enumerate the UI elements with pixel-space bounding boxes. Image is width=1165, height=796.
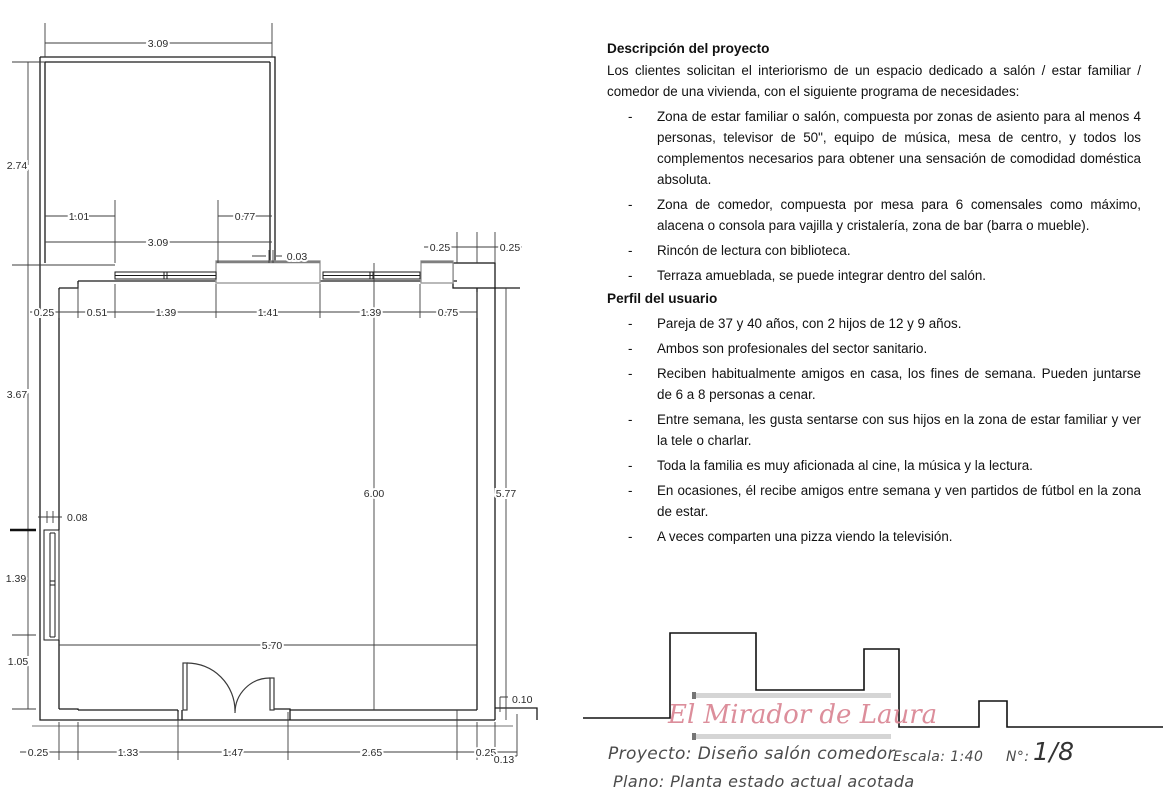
dim-bot-133: 1.33 [117, 747, 139, 759]
list-item-text: En ocasiones, él recibe amigos entre semana y ven partidos de fútbol en la zona de estar. [657, 483, 1141, 519]
bullet-dash: - [628, 316, 633, 331]
dim-bot-010: 0.10 [512, 694, 533, 706]
bullet-dash: - [628, 243, 633, 258]
profile-title: Perfil del usuario [607, 291, 718, 306]
list-item [607, 106, 1141, 190]
list-item [607, 194, 1141, 236]
bullet-dash: - [628, 341, 633, 356]
project-description [607, 38, 1141, 549]
dim-win-b: 1.39 [360, 307, 382, 319]
dim-room-w: 5.70 [261, 640, 283, 652]
description-title: Descripción del proyecto [607, 41, 770, 56]
window-top-left [115, 272, 216, 279]
dim-win-a: 1.39 [155, 307, 177, 319]
walls [40, 57, 537, 720]
list-item-text: Zona de comedor, compuesta por mesa para 6 comensales como máximo, alacena o consola para vajilla y cristalería, zona de bar (barra o mueble). [657, 197, 1141, 233]
dim-terrace-width-top: 3.09 [147, 38, 169, 50]
studio-logo: El Mirador de Laura [668, 700, 938, 730]
dim-room-h-mid: 6.00 [363, 488, 385, 500]
list-item-text: Rincón de lectura con biblioteca. [657, 243, 851, 258]
scale-label: Escala: 1:40 [893, 749, 984, 765]
window-left-wall [44, 530, 59, 640]
bullet-dash: - [628, 197, 633, 212]
project-label: Proyecto: Diseño salón comedor [608, 744, 895, 764]
dim-seg-051: 0.51 [86, 307, 108, 319]
dim-top-gap: 0.03 [286, 251, 308, 263]
list-item [607, 338, 1141, 359]
list-item [607, 363, 1141, 405]
list-item [607, 409, 1141, 451]
list-item [607, 240, 1141, 261]
dim-terrace-width-inner: 3.09 [147, 237, 169, 249]
description-intro: Los clientes solicitan el interiorismo de un espacio dedicado a salón / estar familiar / comedor de una vivienda, con el siguiente programa de necesidades: [607, 63, 1141, 99]
dim-bot-thk-right: 0.25 [475, 747, 497, 759]
dim-room-h-right: 5.77 [495, 488, 517, 500]
dim-terrace-seg-right: 0.77 [234, 211, 256, 223]
dim-bot-013: 0.13 [493, 754, 515, 766]
list-item-text: Zona de estar familiar o salón, compuesta por zonas de asiento para al menos 4 personas, televisor de 50", equipo de música, mesa de centro, y todos los complementos necesarios para obtener una sensación de comodidad doméstica absoluta. [657, 109, 1141, 187]
bullet-dash: - [628, 529, 633, 544]
list-item [607, 313, 1141, 334]
list-item [607, 480, 1141, 522]
list-item-text: A veces comparten una pizza viendo la televisión. [657, 529, 953, 544]
list-item [607, 455, 1141, 476]
dim-seg-075: 0.75 [437, 307, 459, 319]
list-item-text: Ambos son profesionales del sector sanitario. [657, 341, 928, 356]
dim-door-w: 1.47 [222, 747, 244, 759]
dim-terrace-height: 2.74 [6, 160, 28, 172]
dim-seg-141: 1.41 [257, 307, 279, 319]
list-item-text: Reciben habitualmente amigos en casa, los fines de semana. Pueden juntarse de 6 a 8 personas a cenar. [657, 366, 1141, 402]
profile-list [607, 313, 1141, 547]
dim-bot-265: 2.65 [361, 747, 383, 759]
bullet-dash: - [628, 109, 633, 124]
plan-label: Plano: Planta estado actual acotada [613, 772, 915, 791]
list-item-text: Terraza amueblada, se puede integrar dentro del salón. [657, 268, 987, 283]
bullet-dash: - [628, 458, 633, 473]
double-door [183, 663, 274, 713]
bullet-dash: - [628, 268, 633, 283]
list-item [607, 526, 1141, 547]
needs-list [607, 106, 1141, 286]
list-item-text: Pareja de 37 y 40 años, con 2 hijos de 12 y 9 años. [657, 316, 962, 331]
window-top-right [323, 272, 420, 279]
sheet-number-value: 1/8 [1033, 737, 1075, 766]
list-item [607, 265, 1141, 286]
dimension-labels [6, 38, 533, 766]
bullet-dash: - [628, 412, 633, 427]
dim-win-left-thk: 0.08 [67, 512, 88, 524]
dim-terrace-seg-left: 1.01 [68, 211, 90, 223]
dim-win-left-h: 1.39 [5, 573, 27, 585]
dim-wall-thk: 0.25 [33, 307, 55, 319]
dim-bot-thk-left: 0.25 [27, 747, 49, 759]
dim-left-upper: 3.67 [6, 389, 28, 401]
list-item-text: Toda la familia es muy aficionada al cine, la música y la lectura. [657, 458, 1033, 473]
dim-pillar-left: 0.25 [429, 242, 451, 254]
list-item-text: Entre semana, les gusta sentarse con sus hijos en la zona de estar familiar y ver la tele o charlar. [657, 412, 1141, 448]
sheet-number-label: N°: [1006, 749, 1030, 765]
dim-left-lower: 1.05 [7, 656, 29, 668]
bullet-dash: - [628, 483, 633, 498]
dim-pillar-right: 0.25 [499, 242, 521, 254]
bullet-dash: - [628, 366, 633, 381]
